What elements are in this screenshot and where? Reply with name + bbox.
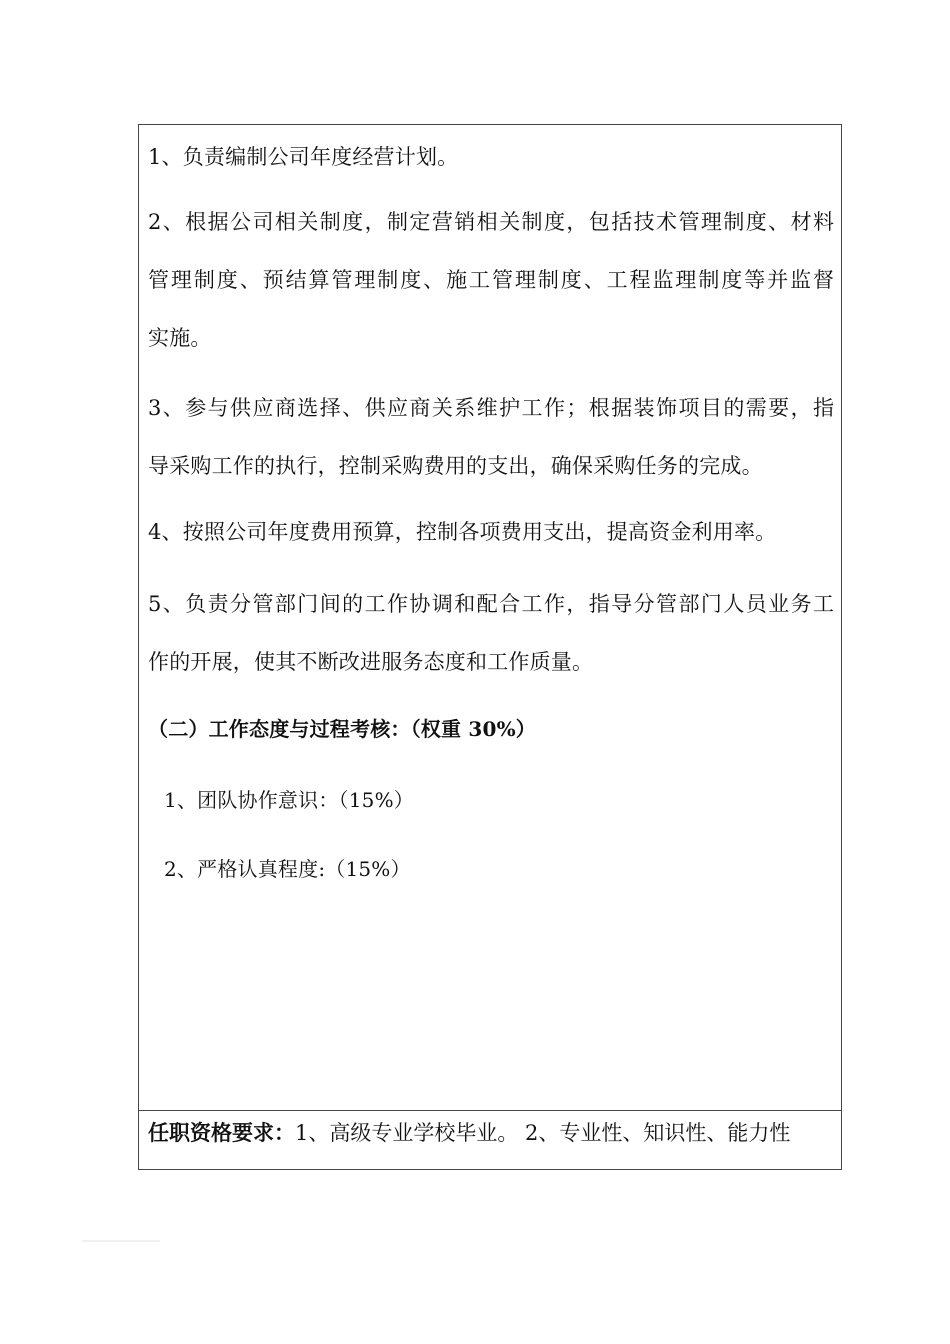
attitude-item-2: 2、严格认真程度:（15%） bbox=[164, 857, 411, 881]
duty-item-5-line-1: 5、负责分管部门间的工作协调和配合工作，指导分管部门人员业务工 bbox=[148, 592, 834, 616]
duties-cell bbox=[139, 125, 841, 1111]
duty-item-3-line-1: 3、参与供应商选择、供应商关系维护工作；根据装饰项目的需要，指 bbox=[148, 396, 834, 420]
qualification-cell bbox=[139, 1111, 841, 1169]
qualification-label: 任职资格要求： bbox=[148, 1120, 295, 1145]
faint-footer-mark bbox=[82, 1240, 160, 1242]
qualification-text: 1、高级专业学校毕业。 2、专业性、知识性、能力性 bbox=[295, 1121, 791, 1145]
duty-item-2-line-3: 实施。 bbox=[148, 326, 212, 350]
duty-item-3-line-2: 导采购工作的执行，控制采购费用的支出，确保采购任务的完成。 bbox=[148, 454, 763, 478]
duty-item-1: 1、负责编制公司年度经营计划。 bbox=[148, 145, 459, 169]
attitude-section-title: （二）工作态度与过程考核：（权重 30%） bbox=[148, 717, 536, 741]
attitude-item-1: 1、团队协作意识：（15%） bbox=[164, 788, 414, 812]
job-description-table bbox=[138, 124, 842, 1170]
qualification-line bbox=[148, 1121, 834, 1145]
duty-item-5-line-2: 作的开展，使其不断改进服务态度和工作质量。 bbox=[148, 650, 594, 674]
duty-item-2-line-2: 管理制度、预结算管理制度、施工管理制度、工程监理制度等并监督 bbox=[148, 268, 834, 292]
duty-item-2-line-1: 2、根据公司相关制度，制定营销相关制度，包括技术管理制度、材料 bbox=[148, 210, 834, 234]
duty-item-4: 4、按照公司年度费用预算，控制各项费用支出，提高资金利用率。 bbox=[148, 520, 777, 544]
